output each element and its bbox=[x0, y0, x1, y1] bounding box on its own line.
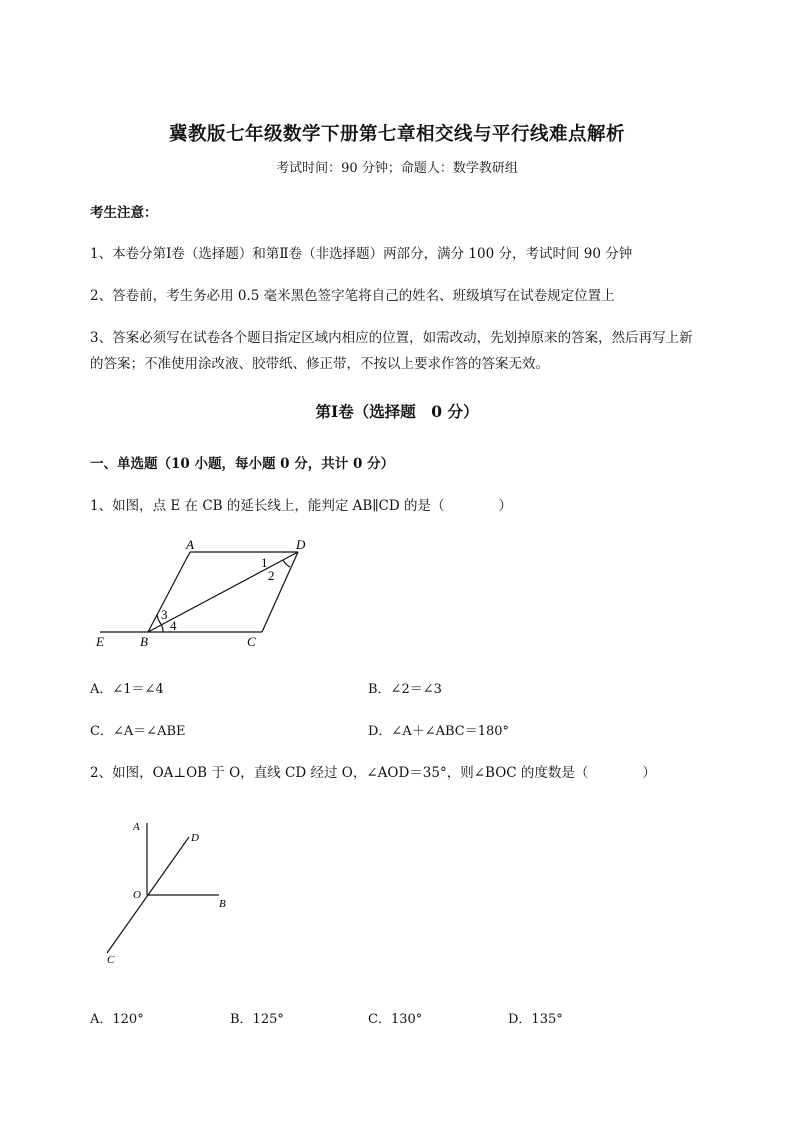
label-angle-4: 4 bbox=[170, 618, 177, 633]
label-angle-1: 1 bbox=[261, 555, 268, 570]
question-2-option-b: B．125° bbox=[230, 1012, 284, 1027]
question-1-stem: 1、如图，点 E 在 CB 的延长线上，能判定 AB∥CD 的是（ ） bbox=[90, 498, 512, 514]
exam-info: 考试时间：90 分钟；命题人：数学教研组 bbox=[276, 161, 518, 176]
notice-item-1: 1、本卷分第Ⅰ卷（选择题）和第Ⅱ卷（非选择题）两部分，满分 100 分，考试时间 90 分钟 bbox=[90, 246, 633, 262]
notice-item-2: 2、答卷前，考生务必用 0.5 毫米黑色签字笔将自己的姓名、班级填写在试卷规定位置上 bbox=[90, 288, 615, 304]
label-d: D bbox=[296, 537, 306, 552]
question-1-option-d: D．∠A＋∠ABC＝180° bbox=[368, 724, 510, 739]
question-2-option-d: D．135° bbox=[508, 1012, 563, 1027]
notice-heading: 考生注意： bbox=[90, 205, 158, 221]
arc-angle-4 bbox=[161, 624, 163, 632]
section-title: 第Ⅰ卷（选择题 0 分） bbox=[315, 402, 479, 421]
question-1-option-b: B．∠2＝∠3 bbox=[368, 682, 442, 697]
part-heading: 一、单选题（10 小题，每小题 0 分，共计 0 分） bbox=[90, 456, 395, 472]
label-e: E bbox=[96, 634, 104, 649]
question-1-figure bbox=[90, 535, 320, 655]
label-b: B bbox=[219, 898, 226, 910]
label-angle-2: 2 bbox=[268, 568, 275, 583]
label-angle-3: 3 bbox=[161, 607, 168, 622]
label-c: C bbox=[247, 634, 256, 649]
line-ab bbox=[148, 552, 190, 632]
question-2-stem: 2、如图，OA⊥OB 于 O，直线 CD 经过 O，∠AOD＝35°，则∠BOC 的度数是（ ） bbox=[90, 765, 656, 781]
notice-item-3: 3、答案必须写在试卷各个题目指定区域内相应的位置，如需改动，先划掉原来的答案，然后再写上新 bbox=[90, 330, 693, 346]
notice-item-3-continued: 的答案；不准使用涂改液、胶带纸、修正带，不按以上要求作答的答案无效。 bbox=[90, 356, 549, 372]
question-2-option-c: C．130° bbox=[368, 1012, 423, 1027]
question-2-figure bbox=[95, 815, 245, 975]
label-b: B bbox=[140, 634, 148, 649]
label-o: O bbox=[133, 889, 141, 901]
label-d: D bbox=[191, 832, 199, 844]
label-c: C bbox=[107, 954, 115, 966]
page-title: 冀教版七年级数学下册第七章相交线与平行线难点解析 bbox=[168, 124, 625, 145]
question-1-option-c: C．∠A＝∠ABE bbox=[90, 724, 186, 739]
arc-angle-1-2 bbox=[283, 560, 290, 567]
label-a: A bbox=[133, 821, 140, 833]
label-a: A bbox=[186, 537, 194, 552]
question-2-option-a: A．120° bbox=[90, 1012, 144, 1027]
question-1-option-a: A．∠1＝∠4 bbox=[90, 682, 164, 697]
